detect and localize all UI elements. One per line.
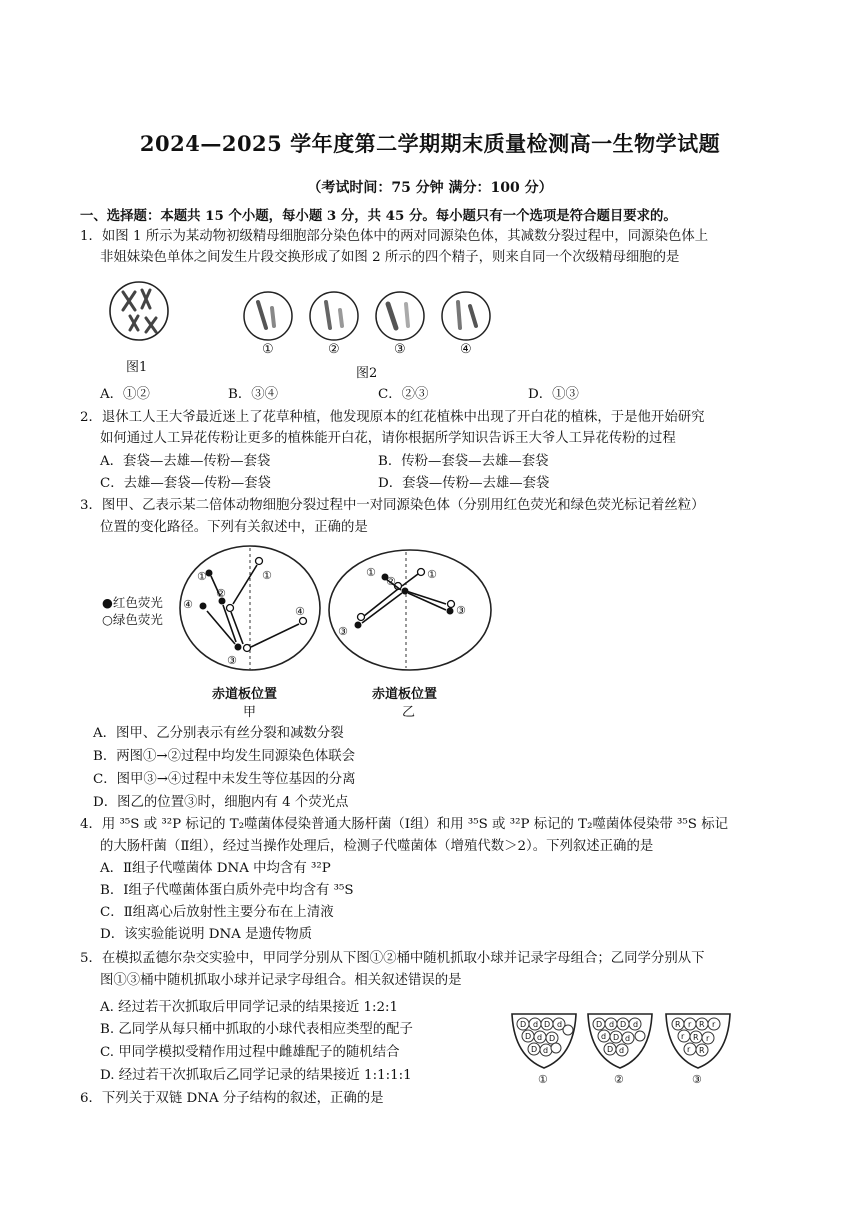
svg-text:D: D bbox=[613, 1033, 620, 1042]
q1-line1: 1．如图 1 所示为某动物初级精母细胞部分染色体中的两对同源染色体，其减数分裂过程中，同源染色体上 bbox=[80, 229, 709, 244]
svg-text:d: d bbox=[609, 1020, 615, 1029]
q4-line2: 的大肠杆菌（Ⅱ组），经过当操作处理后，检测子代噬菌体（增殖代数＞2）。下列叙述正确的是 bbox=[100, 839, 654, 854]
svg-text:①: ① bbox=[366, 566, 376, 579]
svg-text:d: d bbox=[633, 1020, 639, 1029]
svg-text:③: ③ bbox=[227, 654, 237, 667]
svg-text:R: R bbox=[675, 1020, 681, 1029]
svg-text:R: R bbox=[699, 1046, 705, 1055]
yi-label: 乙 bbox=[402, 705, 416, 720]
svg-text:d: d bbox=[543, 1046, 549, 1055]
sperm-label-4: ④ bbox=[460, 342, 472, 357]
q1-option-b[interactable]: B．③④ bbox=[228, 387, 279, 402]
q2-line1: 2．退休工人王大爷最近迷上了花草种植，他发现原本的红花植株中出现了开白花的植株，于是他开始研究 bbox=[80, 410, 705, 425]
q1-option-c[interactable]: C．②③ bbox=[378, 387, 429, 402]
q1-line2: 非姐妹染色单体之间发生片段交换形成了如图 2 所示的四个精子，则来自同一个次级精母细胞的是 bbox=[100, 250, 680, 265]
q5-line1: 5．在模拟孟德尔杂交实验中，甲同学分别从下图①②桶中随机抓取小球并记录字母组合；乙同学分别从下 bbox=[80, 951, 705, 966]
diagram-jia bbox=[175, 544, 325, 676]
q4-option-d[interactable]: D．该实验能说明 DNA 是遗传物质 bbox=[100, 927, 313, 942]
q2-line2: 如何通过人工异花传粉让更多的植株能开白花，请你根据所学知识告诉王大爷人工异花传粉的过程 bbox=[100, 431, 676, 446]
svg-text:r: r bbox=[681, 1032, 685, 1041]
svg-text:r: r bbox=[706, 1034, 710, 1043]
sperm-4 bbox=[440, 290, 492, 342]
bucket-1 bbox=[508, 1008, 580, 1078]
sperm-label-2: ② bbox=[328, 342, 340, 357]
q5-line2: 图①③桶中随机抓取小球并记录字母组合。相关叙述错误的是 bbox=[100, 973, 462, 988]
svg-text:④: ④ bbox=[295, 605, 305, 618]
svg-text:d: d bbox=[557, 1020, 563, 1029]
svg-text:②: ② bbox=[386, 575, 396, 588]
svg-text:①: ① bbox=[427, 568, 437, 581]
q3-option-d[interactable]: D．图乙的位置③时，细胞内有 4 个荧光点 bbox=[93, 795, 349, 810]
svg-text:d: d bbox=[619, 1046, 625, 1055]
sperm-label-1: ① bbox=[262, 342, 274, 357]
q4-option-b[interactable]: B．Ⅰ组子代噬菌体蛋白质外壳中均含有 ³⁵S bbox=[100, 883, 354, 898]
q5-option-a[interactable]: A. 经过若干次抓取后甲同学记录的结果接近 1:2:1 bbox=[100, 1000, 399, 1015]
q4-option-c[interactable]: C．Ⅱ组离心后放射性主要分布在上清液 bbox=[100, 905, 334, 920]
q3-option-c[interactable]: C．图甲③→④过程中未发生等位基因的分离 bbox=[93, 772, 356, 787]
svg-text:③: ③ bbox=[338, 625, 348, 638]
q3-option-b[interactable]: B．两图①→②过程中均发生同源染色体联会 bbox=[93, 749, 356, 764]
sperm-2 bbox=[308, 290, 360, 342]
diagram-yi bbox=[326, 546, 496, 674]
svg-text:r: r bbox=[687, 1045, 691, 1054]
svg-text:D: D bbox=[544, 1020, 551, 1029]
jia-label: 甲 bbox=[243, 705, 257, 720]
q5-option-c[interactable]: C. 甲同学模拟受精作用过程中雌雄配子的随机结合 bbox=[100, 1045, 400, 1060]
q4-option-a[interactable]: A．Ⅱ组子代噬菌体 DNA 中均含有 ³²P bbox=[100, 861, 331, 876]
svg-text:r: r bbox=[712, 1020, 716, 1029]
q2-option-d[interactable]: D．套袋—传粉—去雄—套袋 bbox=[378, 476, 550, 491]
bucket-label-3: ③ bbox=[692, 1073, 702, 1086]
bucket-label-2: ② bbox=[614, 1073, 624, 1086]
page-title: 2024—2025 学年度第二学期期末质量检测高一生物学试题 bbox=[139, 131, 721, 156]
q6-line1: 6．下列关于双链 DNA 分子结构的叙述，正确的是 bbox=[80, 1091, 384, 1106]
q2-option-a[interactable]: A．套袋—去雄—传粉—套袋 bbox=[100, 454, 271, 469]
legend-green: ○绿色荧光 bbox=[102, 612, 163, 627]
svg-text:d: d bbox=[537, 1033, 543, 1042]
q2-option-c[interactable]: C．去雄—套袋—传粉—套袋 bbox=[100, 476, 271, 491]
legend-red: ●红色荧光 bbox=[102, 595, 163, 610]
bucket-3 bbox=[662, 1008, 734, 1078]
figure-1-cell bbox=[108, 280, 170, 342]
section-heading: 一、选择题：本题共 15 个小题，每小题 3 分，共 45 分。每小题只有一个选项是符合题目要求的。 bbox=[80, 208, 677, 224]
q2-option-b[interactable]: B．传粉—套袋—去雄—套袋 bbox=[378, 454, 549, 469]
svg-text:D: D bbox=[525, 1032, 532, 1041]
jia-plate-label: 赤道板位置 bbox=[212, 687, 278, 702]
svg-text:④: ④ bbox=[183, 598, 193, 611]
svg-text:d: d bbox=[533, 1020, 539, 1029]
q5-option-b[interactable]: B. 乙同学从每只桶中抓取的小球代表相应类型的配子 bbox=[100, 1022, 413, 1037]
svg-text:d: d bbox=[601, 1032, 607, 1041]
svg-text:③: ③ bbox=[456, 604, 466, 617]
yi-plate-label: 赤道板位置 bbox=[372, 687, 438, 702]
q3-line2: 位置的变化路径。下列有关叙述中，正确的是 bbox=[100, 520, 368, 535]
svg-text:D: D bbox=[596, 1020, 603, 1029]
bucket-2 bbox=[584, 1008, 656, 1078]
sperm-3 bbox=[374, 290, 426, 342]
svg-text:①: ① bbox=[197, 570, 207, 583]
svg-text:D: D bbox=[607, 1045, 614, 1054]
svg-text:D: D bbox=[520, 1020, 527, 1029]
svg-text:R: R bbox=[699, 1020, 705, 1029]
q5-option-d[interactable]: D. 经过若干次抓取后乙同学记录的结果接近 1:1:1:1 bbox=[100, 1068, 412, 1083]
svg-text:D: D bbox=[620, 1020, 627, 1029]
figure-2-label: 图2 bbox=[356, 366, 378, 381]
q3-option-a[interactable]: A．图甲、乙分别表示有丝分裂和减数分裂 bbox=[93, 726, 344, 741]
svg-text:d: d bbox=[625, 1034, 631, 1043]
svg-text:R: R bbox=[693, 1033, 699, 1042]
exam-info: （考试时间：75 分钟 满分：100 分） bbox=[307, 180, 553, 196]
figure-1-label: 图1 bbox=[126, 360, 148, 375]
q4-line1: 4．用 ³⁵S 或 ³²P 标记的 T₂噬菌体侵染普通大肠杆菌（Ⅰ组）和用 ³⁵S 或 ³²P 标记的 T₂噬菌体侵染带 ³⁵S 标记 bbox=[80, 817, 728, 832]
sperm-1 bbox=[242, 290, 294, 342]
svg-text:r: r bbox=[688, 1020, 692, 1029]
q1-option-a[interactable]: A．①② bbox=[100, 387, 150, 402]
svg-text:①: ① bbox=[262, 569, 272, 582]
bucket-label-1: ① bbox=[538, 1073, 548, 1086]
q1-option-d[interactable]: D．①③ bbox=[528, 387, 579, 402]
svg-text:②: ② bbox=[216, 587, 226, 600]
sperm-label-3: ③ bbox=[394, 342, 406, 357]
svg-text:D: D bbox=[531, 1045, 538, 1054]
svg-text:D: D bbox=[549, 1034, 556, 1043]
q3-line1: 3．图甲、乙表示某二倍体动物细胞分裂过程中一对同源染色体（分别用红色荧光和绿色荧光标记着丝粒） bbox=[80, 498, 705, 513]
